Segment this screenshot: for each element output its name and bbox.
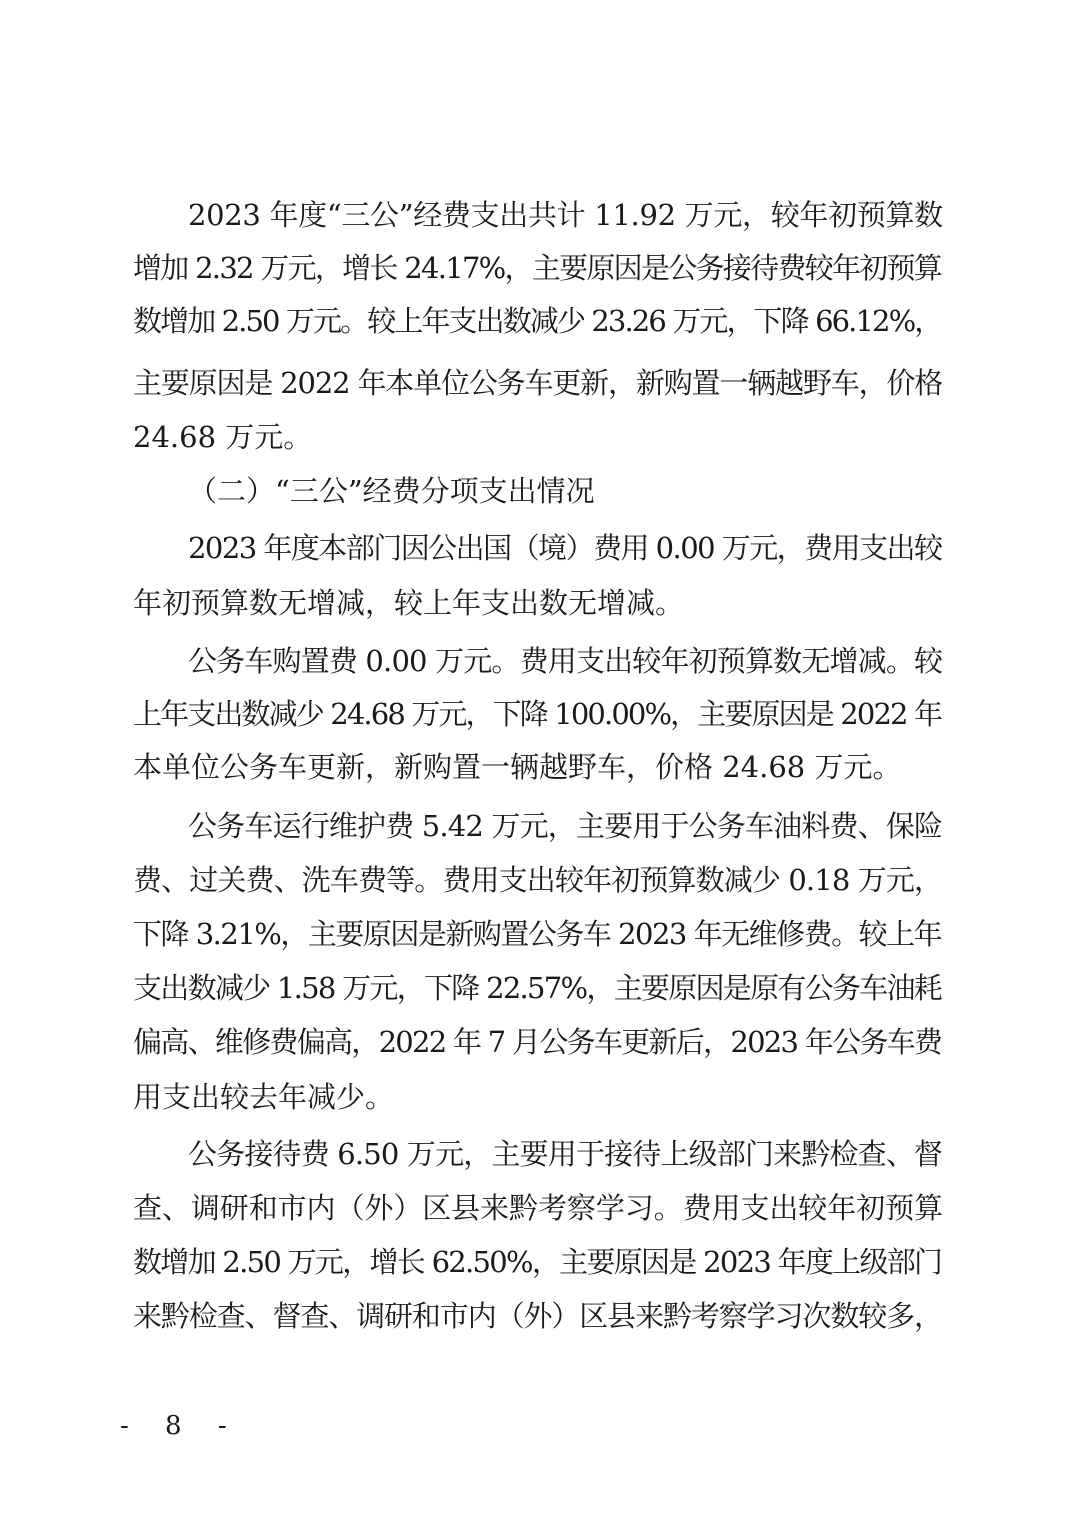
paragraph-line: 数增加 2.50 万元。较上年支出数减少 23.26 万元，下降 66.12%，: [133, 304, 942, 338]
paragraph-line: 偏高、维修费偏高，2022 年 7 月公务车更新后，2023 年公务车费: [133, 1025, 942, 1059]
paragraph-line: 增加 2.32 万元，增长 24.17%，主要原因是公务接待费较年初预算: [133, 251, 942, 285]
paragraph-line: 费、过关费、洗车费等。费用支出较年初预算数减少 0.18 万元，: [133, 863, 943, 897]
paragraph-line: 支出数减少 1.58 万元，下降 22.57%，主要原因是原有公务车油耗: [133, 971, 942, 1005]
paragraph-line: 2023 年度本部门因公出国（境）费用 0.00 万元，费用支出较: [188, 531, 942, 565]
paragraph-line: 数增加 2.50 万元，增长 62.50%，主要原因是 2023 年度上级部门: [133, 1245, 942, 1279]
paragraph-line: 公务车购置费 0.00 万元。费用支出较年初预算数无增减。较: [188, 644, 943, 678]
paragraph-line: 下降 3.21%，主要原因是新购置公务车 2023 年无维修费。较上年: [133, 917, 942, 951]
paragraph-line: 用支出较去年减少。: [133, 1080, 395, 1114]
paragraph-line: 上年支出数减少 24.68 万元，下降 100.00%，主要原因是 2022 年: [133, 697, 942, 731]
paragraph-line: 公务车运行维护费 5.42 万元，主要用于公务车油料费、保险: [188, 809, 943, 843]
paragraph-line: 主要原因是 2022 年本单位公务车更新，新购置一辆越野车，价格: [133, 366, 943, 400]
paragraph-line: 公务接待费 6.50 万元，主要用于接待上级部门来黔检查、督: [188, 1137, 943, 1171]
paragraph-line: 2023 年度“三公”经费支出共计 11.92 万元，较年初预算数: [188, 198, 943, 232]
paragraph-line: 来黔检查、督查、调研和市内（外）区县来黔考察学习次数较多，: [133, 1299, 942, 1333]
page-number: - 8 -: [120, 1411, 241, 1441]
paragraph-line: 年初预算数无增减，较上年支出数无增减。: [133, 586, 685, 620]
paragraph-line: 查、调研和市内（外）区县来黔考察学习。费用支出较年初预算: [133, 1191, 943, 1225]
section-heading: （二）“三公”经费分项支出情况: [188, 474, 595, 508]
paragraph-line: 24.68 万元。: [133, 420, 313, 454]
paragraph-line: 本单位公务车更新，新购置一辆越野车，价格 24.68 万元。: [133, 750, 902, 784]
